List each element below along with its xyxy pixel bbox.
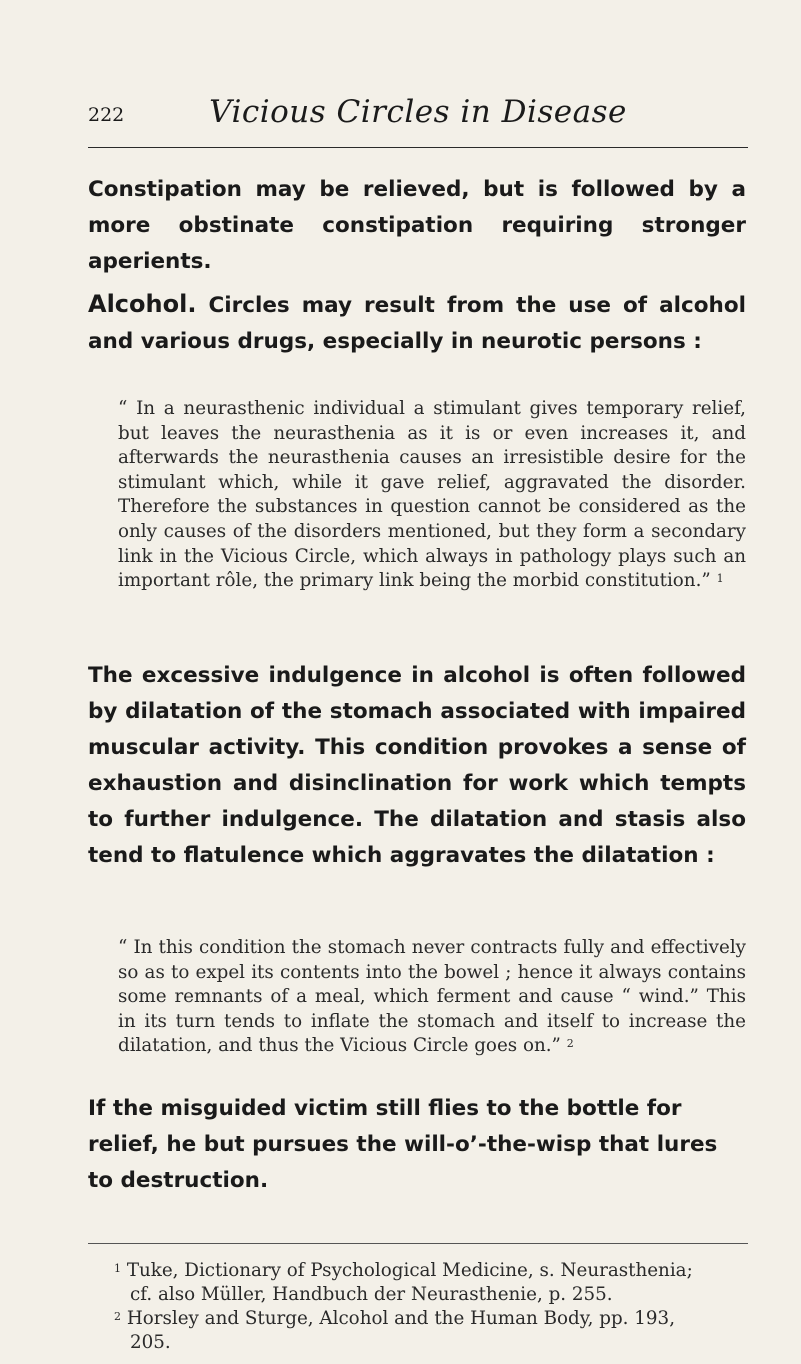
footnote-rule: [88, 1243, 748, 1244]
alcohol-text: Circles may result from the use of alcohol and various drugs, especially in neurotic persons :: [88, 293, 746, 354]
footnote-2-line-1: Horsley and Sturge, Alcohol and the Human Body, pp. 193,: [126, 1308, 675, 1329]
quotation-stomach: [118, 936, 746, 1059]
page-header: [88, 94, 748, 134]
paragraph-alcohol: [88, 286, 746, 360]
paragraph-constipation: Constipation may be relieved, but is followed by a more obstinate constipation requiring stronger aperients.: [88, 177, 746, 274]
quotation-neurasthenia: [118, 397, 746, 594]
footnote-1: [114, 1259, 748, 1306]
header-rule: [88, 147, 748, 148]
quotation-neurasthenia-text: “ In a neurasthenic individual a stimulant gives temporary relief, but leaves the neurasthenia as it is or even increases it, and afterwards the neurasthenia causes an irresistible desire for the stimulant which, while it gave relief, aggravated the disorder. Therefore the substances in question cannot be considered as the only causes of the disorders mentioned, but they form a secondary link in the Vicious Circle, which always in pathology plays such an important rôle, the primary link being the morbid constitution.”: [118, 398, 746, 592]
paragraph-misguided: If the misguided victim still flies to the bottle for relief, he but pursues the will-o’-the-wisp that lures to destruction.: [88, 1096, 718, 1193]
section-heading-alcohol: Alcohol.: [88, 290, 197, 318]
footnote-2-line-2: 205.: [130, 1331, 171, 1353]
footnote-mark-1: 1: [114, 1262, 121, 1275]
footnote-reference-2: 2: [566, 1037, 574, 1051]
paragraph-indulgence: The excessive indulgence in alcohol is often followed by dilatation of the stomach associated with impaired muscular activity. This condition provokes a sense of exhaustion and disinclination for work which tempts to further indulgence. The dilatation and stasis also tend to flatulence which aggravates the dilatation :: [88, 663, 746, 868]
footnote-2: [114, 1307, 748, 1354]
quotation-stomach-text: “ In this condition the stomach never contracts fully and effectively so as to expel its contents into the bowel ; hence it always contains some remnants of a meal, which ferment and cause “ wind.” This in its turn tends to inflate the stomach and itself to increase the dilatation, and thus the Vicious Circle goes on.”: [118, 937, 746, 1057]
footnote-1-line-2: cf. also Müller, Handbuch der Neurasthenie, p. 255.: [130, 1283, 613, 1305]
running-title: Vicious Circles in Disease: [209, 94, 627, 130]
footnote-mark-2: 2: [114, 1310, 121, 1323]
footnote-reference-1: 1: [716, 572, 724, 586]
footnote-1-line-1: Tuke, Dictionary of Psychological Medicine, s. Neurasthenia;: [126, 1260, 693, 1281]
page-number: 222: [88, 104, 125, 126]
